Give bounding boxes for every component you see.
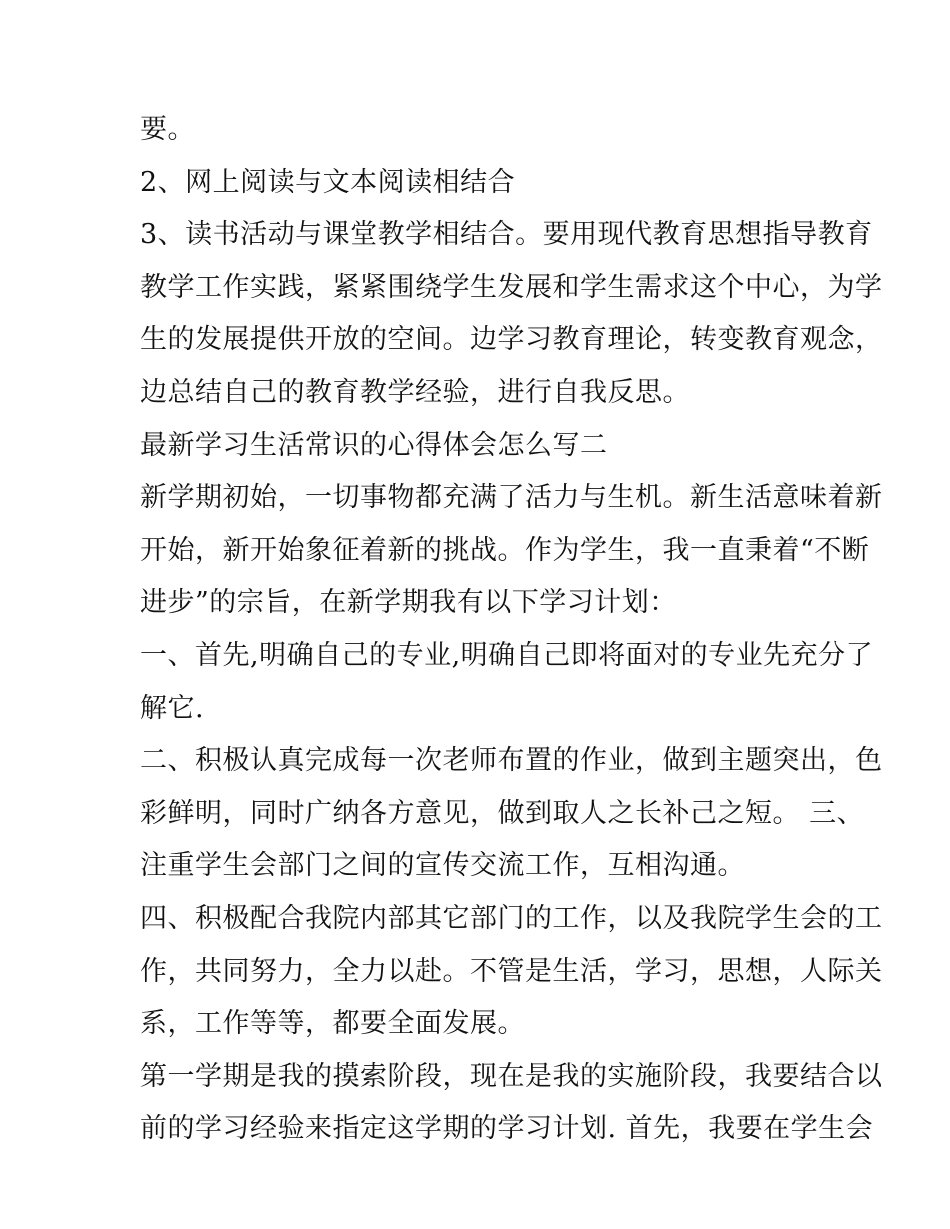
text-line: 生的发展提供开放的空间。边学习教育理论，转变教育观念， [140,324,883,356]
text-line: 彩鲜明，同时广纳各方意见，做到取人之长补己之短。 三、 [140,797,865,829]
text-line: 注重学生会部门之间的宣传交流工作，互相沟通。 [140,850,745,882]
text-line: 二、积极认真完成每一次老师布置的作业，做到主题突出，色 [140,745,883,777]
text-line: 前的学习经验来指定这学期的学习计划. 首先，我要在学生会 [140,1113,874,1145]
text-line: 教学工作实践，紧紧围绕学生发展和学生需求这个中心，为学 [140,271,883,303]
text-line: 新学期初始，一切事物都充满了活力与生机。新生活意味着新 [140,482,883,514]
text-line: 解它. [140,692,205,724]
text-line: 边总结自己的教育教学经验，进行自我反思。 [140,376,690,408]
document-body [140,104,883,1156]
text-line: 进步”的宗旨，在新学期我有以下学习计划： [140,587,677,619]
text-line: 要。 [140,114,195,145]
text-line: 作，共同努力，全力以赴。不管是生活，学习，思想，人际关 [140,955,883,987]
text-line: 四、积极配合我院内部其它部门的工作，以及我院学生会的工 [140,902,883,934]
text-line: 第一学期是我的摸索阶段，现在是我的实施阶段，我要结合以 [140,1060,883,1092]
text-line: 开始，新开始象征着新的挑战。作为学生，我一直秉着“不断 [140,534,870,566]
text-line: 3、读书活动与课堂教学相结合。要用现代教育思想指导教育 [140,219,873,251]
text-line: 系，工作等等，都要全面发展。 [140,1008,525,1040]
text-line: 一、首先,明确自己的专业,明确自己即将面对的专业先充分了 [140,639,874,671]
text-line: 2、网上阅读与文本阅读相结合 [140,166,516,198]
section-heading: 最新学习生活常识的心得体会怎么写二 [140,429,608,461]
